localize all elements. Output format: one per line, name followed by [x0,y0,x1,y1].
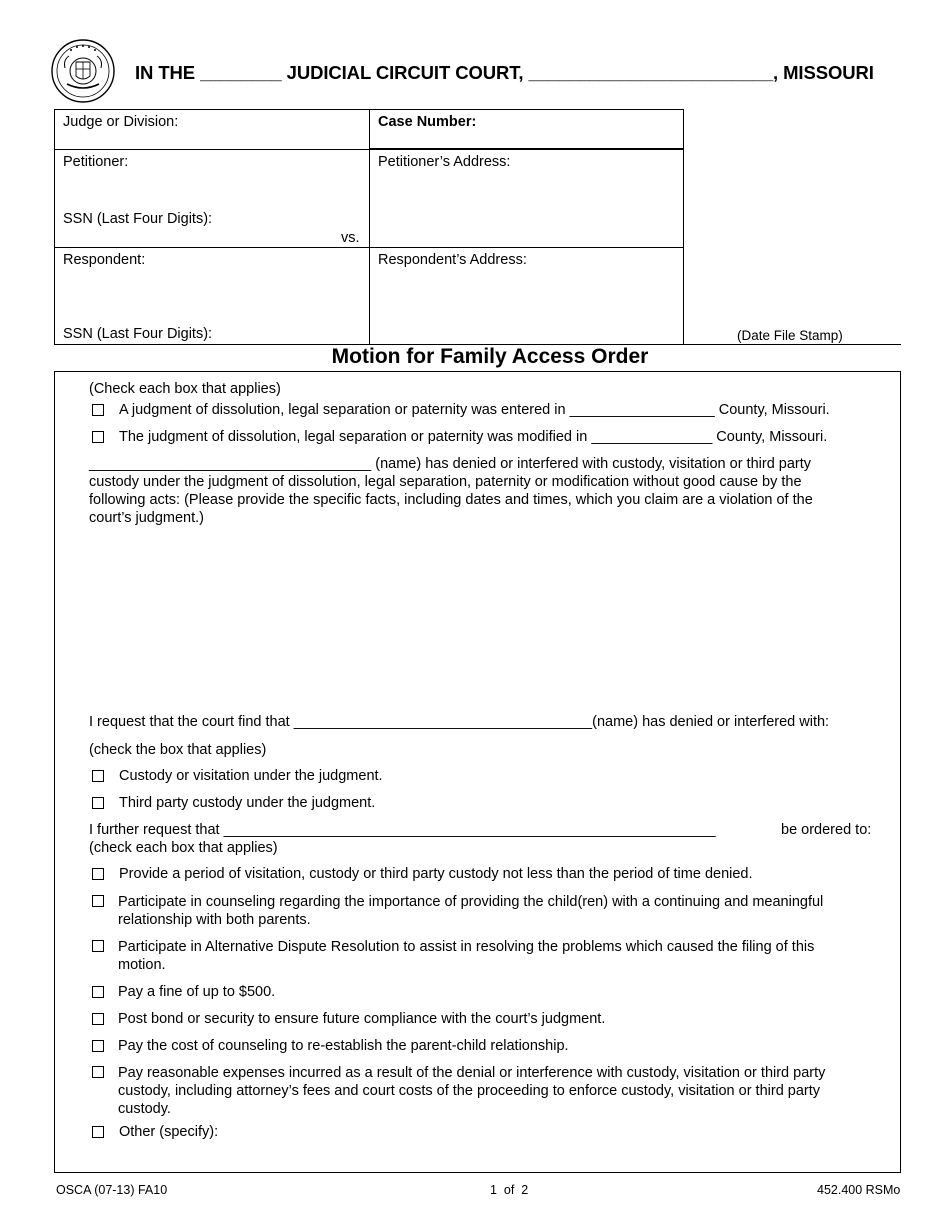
denial-line-2: custody under the judgment of dissolution, legal separation, paternity or modification without good cause by the [89,474,802,490]
page-number: 1 of 2 [490,1183,529,1197]
counseling-cost-text: Pay the cost of counseling to re-establish the parent-child relationship. [118,1038,569,1054]
adr-line-2: motion. [118,957,166,973]
third-party-custody-checkbox[interactable] [92,797,104,809]
respondent-address-cell [370,248,683,344]
expenses-line-3: custody. [118,1101,171,1117]
statute-reference: 452.400 RSMo [817,1183,901,1197]
bond-checkbox[interactable] [92,1013,104,1025]
respondent-ssn-label: SSN (Last Four Digits): [63,326,213,342]
adr-checkbox[interactable] [92,940,104,952]
counseling-line-2: relationship with both parents. [118,912,311,928]
custody-visitation-checkbox[interactable] [92,770,104,782]
form-title: Motion for Family Access Order [331,345,649,368]
expenses-line-1: Pay reasonable expenses incurred as a result of the denial or interference with custody, visitation or third party [118,1065,826,1081]
petitioner-address-label: Petitioner’s Address: [378,154,511,170]
be-ordered-to-label: be ordered to: [781,822,872,838]
visitation-period-checkbox[interactable] [92,868,104,880]
section2-instruction: (check the box that applies) [89,742,267,758]
judgment-modified-checkbox[interactable] [92,431,104,443]
judgment-entered-checkbox[interactable] [92,404,104,416]
request-line: I request that the court find that _____________________________________(name) has denied or interfered with: [89,714,830,730]
counseling-text [118,893,823,929]
date-file-stamp-label: (Date File Stamp) [737,328,843,343]
fine-checkbox[interactable] [92,986,104,998]
expenses-line-2: custody, including attorney’s fees and court costs of the proceeding to enforce custody, visitation or third party [118,1083,821,1099]
visitation-period-text: Provide a period of visitation, custody or third party custody not less than the period of time denied. [119,866,753,882]
fine-text: Pay a fine of up to $500. [118,984,276,1000]
judge-cell [55,110,370,150]
section3-instruction: (check each box that applies) [89,840,278,856]
petitioner-ssn-label: SSN (Last Four Digits): [63,211,213,227]
petitioner-address-cell [370,150,683,248]
custody-visitation-text: Custody or visitation under the judgment. [119,768,383,784]
other-text: Other (specify): [119,1124,219,1140]
court-header: IN THE ________ JUDICIAL CIRCUIT COURT, ________________________, MISSOURI [135,62,874,83]
vs-label: vs. [341,230,360,246]
counseling-cost-checkbox[interactable] [92,1040,104,1052]
case-number-label: Case Number: [378,114,477,130]
other-checkbox[interactable] [92,1126,104,1138]
third-party-custody-text: Third party custody under the judgment. [119,795,376,811]
judgment-modified-text: The judgment of dissolution, legal separation or paternity was modified in _______________ County, Missouri. [119,429,828,445]
further-request-line: I further request that _____________________________________________________________ [89,822,716,838]
judgment-entered-text: A judgment of dissolution, legal separation or paternity was entered in __________________ County, Missouri. [119,402,830,418]
section1-instruction: (Check each box that applies) [89,381,281,397]
denial-line-4: court’s judgment.) [89,510,204,526]
expenses-checkbox[interactable] [92,1066,104,1078]
denial-line-1: ___________________________________ (name) has denied or interfered with custody, visitation or third party [89,456,812,472]
petitioner-cell [55,150,370,248]
adr-line-1: Participate in Alternative Dispute Resolution to assist in resolving the problems which caused the filing of this [118,939,815,955]
counseling-checkbox[interactable] [92,895,104,907]
case-caption [54,109,684,345]
denial-line-3: following acts: (Please provide the specific facts, including dates and times, which you claim are a violation of the [89,492,813,508]
respondent-address-label: Respondent’s Address: [378,252,527,268]
expenses-text [118,1064,825,1118]
respondent-cell [55,248,370,344]
judge-label: Judge or Division: [63,114,179,130]
counseling-line-1: Participate in counseling regarding the importance of providing the child(ren) with a continuing and meaningful [118,894,824,910]
bond-text: Post bond or security to ensure future compliance with the court’s judgment. [118,1011,606,1027]
form-id: OSCA (07-13) FA10 [56,1183,168,1197]
adr-text [118,938,814,974]
petitioner-label: Petitioner: [63,154,129,170]
respondent-label: Respondent: [63,252,146,268]
case-number-cell [370,110,683,150]
missouri-seal-icon [51,38,115,104]
